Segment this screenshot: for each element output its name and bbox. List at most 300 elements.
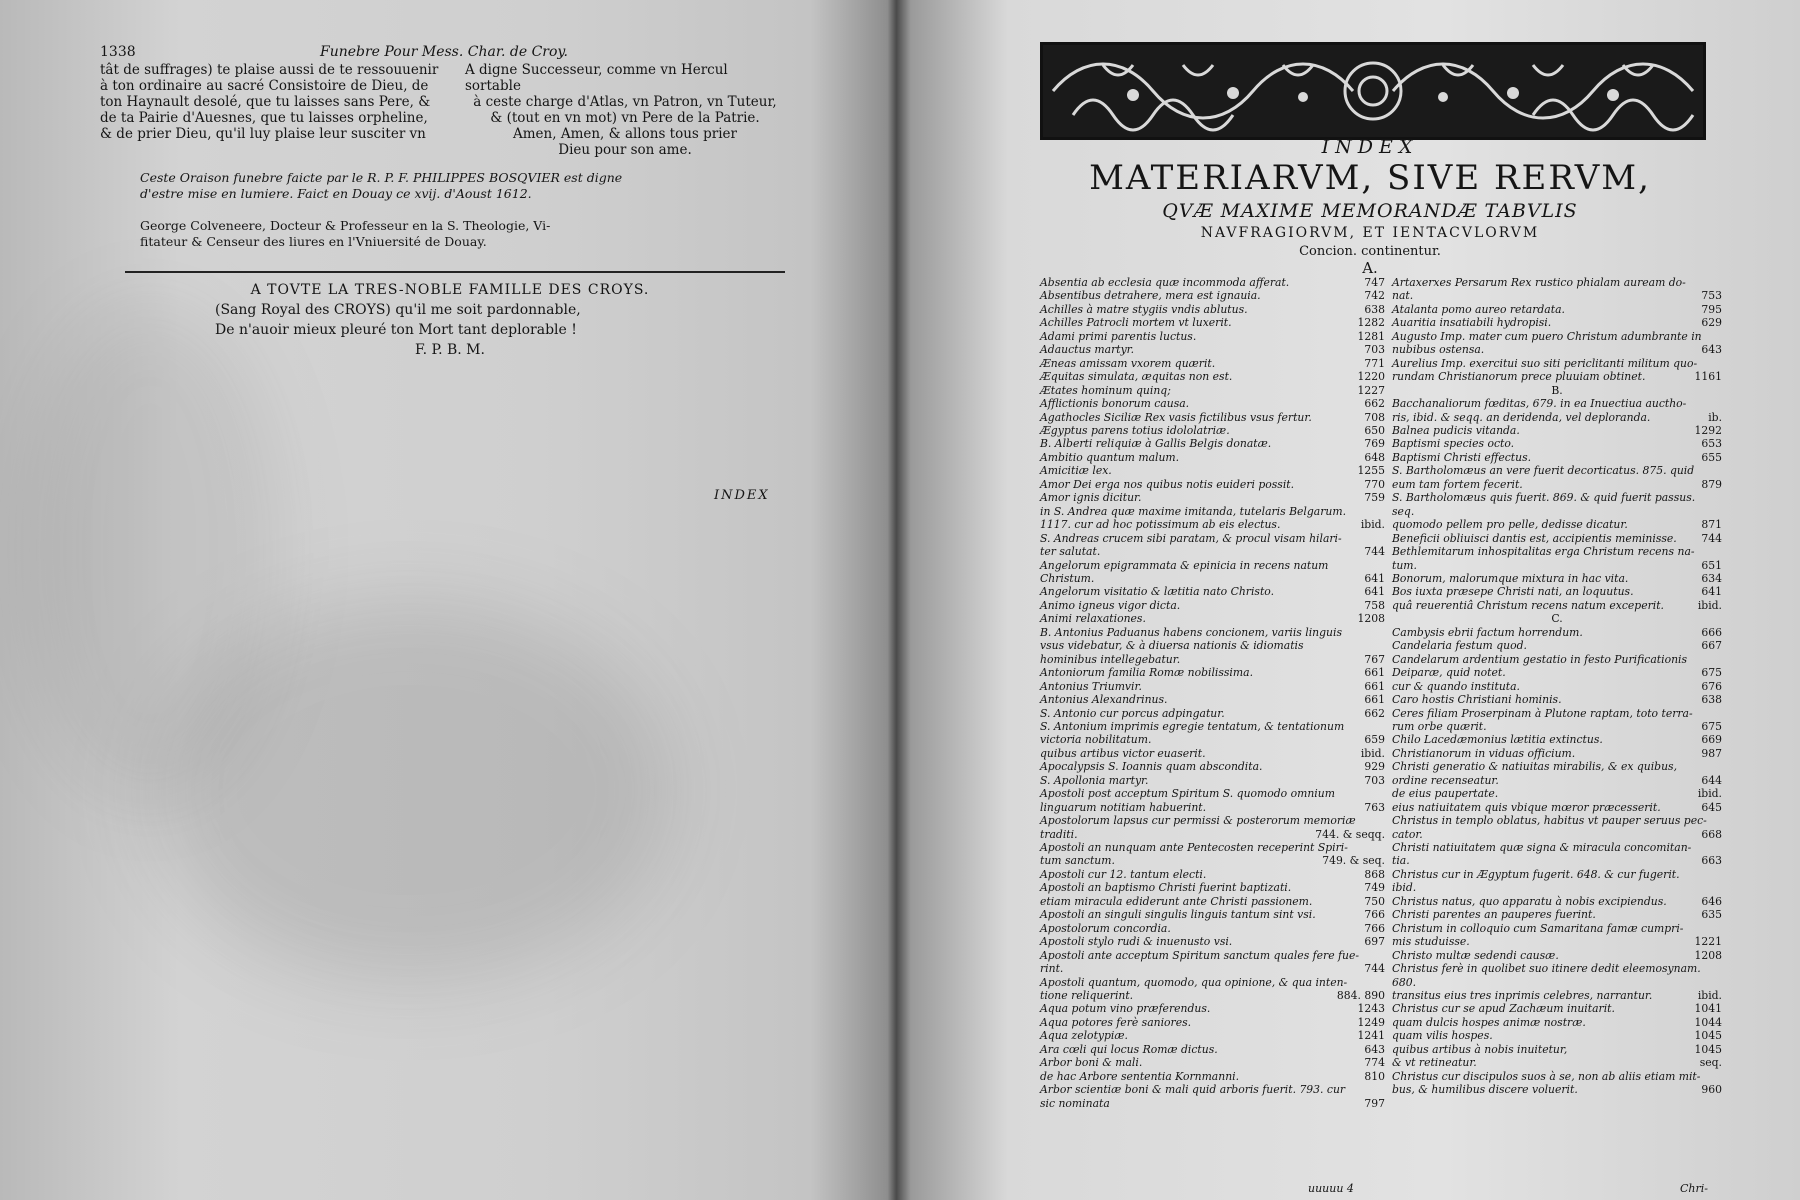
index-entry-page: 767 xyxy=(1364,652,1385,666)
index-entry-text: transitus eius tres inprimis celebres, narrantur. xyxy=(1392,989,1653,1003)
index-entry-page xyxy=(1718,976,1722,989)
index-entry-text: Bethlemitarum inhospitalitas erga Christum recens na- xyxy=(1392,545,1695,559)
index-entry-text: linguarum notitiam habuerint. xyxy=(1040,800,1207,814)
index-entry-text: Amor ignis dicitur. xyxy=(1040,491,1142,505)
index-entry-text: Augusto Imp. mater cum puero Christum adumbrante in xyxy=(1392,329,1702,343)
index-entry xyxy=(1040,720,1385,733)
index-entry-page: 884. 890 xyxy=(1336,989,1385,1003)
index-entry-page: 659 xyxy=(1364,733,1385,747)
censor-signature xyxy=(140,218,780,250)
index-entry-page: 1255 xyxy=(1357,464,1385,478)
index-entry-text: Christus cur in Ægyptum fugerit. 648. & cur fugerit. xyxy=(1392,867,1680,881)
index-entry xyxy=(1392,518,1722,531)
index-entry xyxy=(1040,626,1385,639)
index-entry xyxy=(1040,895,1385,908)
index-entry-page xyxy=(1718,922,1722,935)
index-entry-text: Absentia ab ecclesia quæ incommoda afferat. xyxy=(1040,276,1290,289)
text-line: & de prier Dieu, qu'il luy plaise leur susciter vn xyxy=(100,126,426,142)
index-entry xyxy=(1392,397,1722,410)
index-entry-text: Candelarum ardentium gestatio in festo Purificationis xyxy=(1392,652,1688,666)
index-entry-page: 1249 xyxy=(1357,1015,1385,1029)
index-entry xyxy=(1392,666,1722,679)
index-entry-page: 703 xyxy=(1364,773,1385,787)
text-line: A digne Successeur, comme vn Hercul sortable xyxy=(465,62,728,94)
index-entry xyxy=(1040,1056,1385,1069)
index-entry-text: rint. xyxy=(1040,962,1064,976)
index-entry-page: 744 xyxy=(1364,545,1385,559)
index-entry-text: Chilo Lacedæmonius lætitia extinctus. xyxy=(1392,733,1603,747)
index-entry xyxy=(1392,935,1722,948)
index-entry-text: Artaxerxes Persarum Rex rustico phialam auream do- xyxy=(1392,276,1686,289)
index-entry xyxy=(1040,841,1385,854)
index-entry-text: Cambysis ebrii factum horrendum. xyxy=(1392,625,1583,639)
index-entry-text: Apostoli stylo rudi & inuenusto vsi. xyxy=(1040,935,1233,949)
index-entry-text: Æquitas simulata, æquitas non est. xyxy=(1040,370,1233,384)
index-entry-page xyxy=(1718,357,1722,370)
index-entry-page: 763 xyxy=(1364,800,1385,814)
index-entry xyxy=(1040,424,1385,437)
index-entry-text: rum orbe quærit. xyxy=(1392,719,1487,733)
index-entry-text: ordine recenseatur. xyxy=(1392,773,1499,787)
index-entry-text: Deiparæ, quid notet. xyxy=(1392,666,1506,680)
index-entry xyxy=(1040,545,1385,558)
index-entry-text: victoria nobilitatum. xyxy=(1040,733,1152,747)
index-entry-page: 1243 xyxy=(1357,1002,1385,1016)
index-entry xyxy=(1392,411,1722,424)
index-entry xyxy=(1392,693,1722,706)
index-entry-text: Apocalypsis S. Ioannis quam abscondita. xyxy=(1040,760,1263,774)
index-entry-text: de eius paupertate. xyxy=(1392,787,1499,801)
index-entry-page xyxy=(1381,532,1385,545)
index-entry-page xyxy=(1718,464,1722,477)
index-entry-text: de hac Arbore sententia Kornmanni. xyxy=(1040,1069,1240,1083)
index-subtitle: QVÆ MAXIME MEMORANDÆ TABVLIS xyxy=(1162,200,1578,222)
index-entry-text: Christus ferè in quolibet suo itinere dedit eleemosynam. xyxy=(1392,962,1701,976)
ornamental-headpiece xyxy=(1040,42,1706,140)
index-entry-page: 1208 xyxy=(1694,948,1722,962)
index-entry xyxy=(1392,868,1722,881)
index-entry xyxy=(1392,626,1722,639)
index-entry-text: Christum in colloquio cum Samaritana famæ cumpri- xyxy=(1392,921,1684,935)
index-entry-text: Christus cur se apud Zachæum inuitarit. xyxy=(1392,1002,1615,1016)
index-entry-page: 638 xyxy=(1364,302,1385,316)
index-entry xyxy=(1040,976,1385,989)
index-entry-page: 643 xyxy=(1364,1042,1385,1056)
index-entry xyxy=(1040,666,1385,679)
index-entry-text: Antoniorum familia Romæ nobilissima. xyxy=(1040,666,1253,680)
index-entry-page: ibid. xyxy=(1697,787,1722,801)
index-entry-text: Bos iuxta præsepe Christi nati, an loquutus. xyxy=(1392,585,1634,599)
index-entry-text: Aqua potores ferè saniores. xyxy=(1040,1015,1192,1029)
index-entry-page xyxy=(1718,814,1722,827)
index-entry-text: Christus in templo oblatus, habitus vt pauper seruus pec- xyxy=(1392,814,1707,828)
index-entry-page: 749 xyxy=(1364,881,1385,895)
section-letter: B. xyxy=(1551,383,1563,397)
index-entry-page xyxy=(1718,962,1722,975)
index-entry xyxy=(1392,437,1722,450)
index-entry-page: ibid. xyxy=(1360,518,1385,532)
index-entry xyxy=(1392,841,1722,854)
index-entry xyxy=(1392,949,1722,962)
index-entry-text: Christianorum in viduas officium. xyxy=(1392,746,1576,760)
index-entry xyxy=(1040,289,1385,302)
index-entry xyxy=(1040,437,1385,450)
index-entry-page: 666 xyxy=(1701,625,1722,639)
index-subtitle-3: Concion. continentur. xyxy=(1299,244,1441,259)
index-entry-page xyxy=(1718,330,1722,343)
index-entry xyxy=(1040,922,1385,935)
catchword: INDEX xyxy=(714,488,770,503)
index-entry-page: 703 xyxy=(1364,343,1385,357)
index-entry xyxy=(1040,707,1385,720)
index-entry xyxy=(1392,1002,1722,1015)
index-entry-text: Adauctus martyr. xyxy=(1040,343,1135,357)
index-entry xyxy=(1040,585,1385,598)
index-entry-text: bus, & humilibus discere voluerit. xyxy=(1392,1083,1578,1097)
index-entry-text: Christi generatio & natiuitas mirabilis, & ex quibus, xyxy=(1392,760,1678,774)
index-entry xyxy=(1040,747,1385,760)
running-title: Funebre Pour Mess. Char. de Croy. xyxy=(320,44,568,60)
index-entry xyxy=(1392,451,1722,464)
index-entry-page: 663 xyxy=(1701,854,1722,868)
index-entry-page xyxy=(1381,505,1385,518)
index-entry-page xyxy=(1381,814,1385,827)
index-entry-page: 1045 xyxy=(1694,1029,1722,1043)
index-entry xyxy=(1392,828,1722,841)
index-entry xyxy=(1392,1070,1722,1083)
index-entry-text: Absentibus detrahere, mera est ignauia. xyxy=(1040,289,1261,303)
index-entry xyxy=(1040,518,1385,531)
text-line: de ta Pairie d'Auesnes, que tu laisses orpheline, xyxy=(100,110,428,126)
index-entry xyxy=(1040,1016,1385,1029)
index-entry-page: 1208 xyxy=(1357,612,1385,626)
index-entry-text: Angelorum epigrammata & epinicia in recens natum xyxy=(1040,558,1329,572)
index-entry-page: 750 xyxy=(1364,894,1385,908)
index-entry-text: Aqua zelotypiæ. xyxy=(1040,1029,1128,1043)
index-entry-text: Christi parentes an pauperes fuerint. xyxy=(1392,908,1596,922)
left-page xyxy=(0,0,890,1200)
index-entry xyxy=(1392,908,1722,921)
index-entry xyxy=(1392,922,1722,935)
index-entry xyxy=(1392,639,1722,652)
section-letter: A. xyxy=(1362,259,1378,277)
index-entry-page: 646 xyxy=(1701,894,1722,908)
index-entry-text: B. Alberti reliquiæ à Gallis Belgis donatæ. xyxy=(1040,437,1272,451)
index-entry-page: 742 xyxy=(1364,289,1385,303)
index-entry-text: quibus artibus à nobis inuitetur, xyxy=(1392,1042,1568,1056)
index-entry-page: 810 xyxy=(1364,1069,1385,1083)
index-entry xyxy=(1392,895,1722,908)
index-entry-text: hominibus intellegebatur. xyxy=(1040,652,1181,666)
index-entry-page xyxy=(1381,626,1385,639)
index-entry-text: in S. Andrea quæ maxime imitanda, tutelaris Belgarum. xyxy=(1040,504,1347,518)
index-entry-text: Christum. xyxy=(1040,571,1095,585)
signature-mark: uuuuu 4 xyxy=(1308,1182,1354,1195)
index-entry-page: 638 xyxy=(1701,693,1722,707)
index-column-left xyxy=(1040,276,1385,1110)
index-entry-page: 758 xyxy=(1364,598,1385,612)
index-entry-text: quam dulcis hospes animæ nostræ. xyxy=(1392,1015,1586,1029)
index-entry-page: 771 xyxy=(1364,356,1385,370)
index-entry xyxy=(1392,976,1722,989)
index-entry-text: Afflictionis bonorum causa. xyxy=(1040,397,1190,411)
index-entry-text: Ara cœli qui locus Romæ dictus. xyxy=(1040,1042,1218,1056)
index-entry xyxy=(1392,276,1722,289)
index-entry-text: Christus natus, quo apparatu à nobis excipiendus. xyxy=(1392,894,1667,908)
index-entry xyxy=(1040,908,1385,921)
index-entry xyxy=(1392,316,1722,329)
index-entry-page xyxy=(1718,881,1722,894)
index-entry xyxy=(1040,397,1385,410)
text-line: Dieu pour son ame. xyxy=(558,142,692,158)
index-entry xyxy=(1040,989,1385,1002)
index-entry-page: 749. & seq. xyxy=(1322,854,1385,868)
index-entry-page: 1161 xyxy=(1694,370,1722,384)
index-entry-page: 987 xyxy=(1701,746,1722,760)
index-entry-page: 653 xyxy=(1701,437,1722,451)
index-entry xyxy=(1040,828,1385,841)
index-entry-text: cator. xyxy=(1392,827,1423,841)
index-entry-text: Amicitiæ lex. xyxy=(1040,464,1112,478)
index-entry-text: nubibus ostensa. xyxy=(1392,343,1485,357)
index-entry-text: Apostoli post acceptum Spiritum S. quomodo omnium xyxy=(1040,787,1335,801)
index-entry-text: quomodo pellem pro pelle, dedisse dicatur. xyxy=(1392,518,1628,532)
text-line: & (tout en vn mot) vn Pere de la Patrie. xyxy=(490,110,760,126)
index-entry-text: quam vilis hospes. xyxy=(1392,1029,1493,1043)
divider-rule xyxy=(125,271,785,273)
index-entry xyxy=(1392,881,1722,894)
text-line: ton Haynault desolé, que tu laisses sans Pere, & xyxy=(100,94,431,110)
index-entry-text: Balnea pudicis vitanda. xyxy=(1392,423,1520,437)
index-entry xyxy=(1392,1016,1722,1029)
index-entry-text: S. Bartholomæus an vere fuerit decorticatus. 875. quid xyxy=(1392,464,1695,478)
index-entry xyxy=(1392,653,1722,666)
index-entry xyxy=(1040,303,1385,316)
index-entry xyxy=(1392,491,1722,504)
note-line: Ceste Oraison funebre faicte par le R. P. F. PHILIPPES BOSQVIER est digne xyxy=(140,170,623,185)
index-subtitle-2: NAVFRAGIORVM, ET IENTACVLORVM xyxy=(1200,225,1540,241)
index-entry-page: 651 xyxy=(1701,558,1722,572)
dedication-line: De n'auoir mieux pleuré ton Mort tant deplorable ! xyxy=(215,322,577,338)
index-entry-page: 797 xyxy=(1364,1096,1385,1110)
index-entry-page xyxy=(1718,397,1722,410)
index-entry xyxy=(1040,1043,1385,1056)
index-entry-page xyxy=(1718,276,1722,289)
dedication-line: (Sang Royal des CROYS) qu'il me soit pardonnable, xyxy=(215,302,581,318)
index-entry-page: 766 xyxy=(1364,908,1385,922)
index-entry-page xyxy=(1718,1070,1722,1083)
index-entry xyxy=(1392,303,1722,316)
index-entry-text: Aqua potum vino præferendus. xyxy=(1040,1002,1211,1016)
text-line: à ton ordinaire au sacré Consistoire de Dieu, de xyxy=(100,78,429,94)
index-entry-text: Amor Dei erga nos quibus notis euideri possit. xyxy=(1040,477,1295,491)
index-entry-text: Bacchanaliorum fœditas, 679. in ea Inuectiua auctho- xyxy=(1392,397,1687,411)
index-entry-text: etiam miracula ediderunt ante Christi passionem. xyxy=(1040,894,1313,908)
index-entry-page: 1292 xyxy=(1694,423,1722,437)
text-line: à ceste charge d'Atlas, vn Patron, vn Tuteur, xyxy=(473,94,777,110)
index-entry xyxy=(1392,801,1722,814)
index-entry-text: Atalanta pomo aureo retardata. xyxy=(1392,302,1565,316)
index-entry-page: 1045 xyxy=(1694,1042,1722,1056)
index-entry-page: 1220 xyxy=(1357,370,1385,384)
index-entry-text: Auaritia insatiabili hydropisi. xyxy=(1392,316,1552,330)
index-entry-page xyxy=(1381,639,1385,652)
index-entry-page: 1241 xyxy=(1357,1029,1385,1043)
index-entry-text: Animi relaxationes. xyxy=(1040,612,1146,626)
index-entry xyxy=(1392,1056,1722,1069)
index-entry-text: Antonius Triumvir. xyxy=(1040,679,1142,693)
index-entry-text: ter salutat. xyxy=(1040,545,1101,559)
dedication xyxy=(140,280,760,360)
index-entry xyxy=(1392,424,1722,437)
index-entry-page: 667 xyxy=(1701,639,1722,653)
index-entry xyxy=(1392,585,1722,598)
index-entry xyxy=(1040,572,1385,585)
index-entry xyxy=(1040,612,1385,625)
index-entry-text: Achilles à matre stygiis vndis ablutus. xyxy=(1040,302,1248,316)
dedication-title: A TOVTE LA TRES-NOBLE FAMILLE DES CROYS. xyxy=(250,282,650,298)
index-entry-text: quibus artibus victor euaserit. xyxy=(1040,746,1206,760)
index-entry-page: 744 xyxy=(1701,531,1722,545)
index-entry-page: 871 xyxy=(1701,518,1722,532)
index-entry xyxy=(1040,639,1385,652)
index-entry xyxy=(1392,747,1722,760)
index-entry-text: Caro hostis Christiani hominis. xyxy=(1392,693,1562,707)
index-entry-text: Baptismi Christi effectus. xyxy=(1392,450,1532,464)
index-entry xyxy=(1040,276,1385,289)
index-entry xyxy=(1040,787,1385,800)
index-entry xyxy=(1392,505,1722,518)
index-entry-page xyxy=(1381,720,1385,733)
index-entry xyxy=(1392,464,1722,477)
index-entry xyxy=(1040,411,1385,424)
index-entry-page: 1044 xyxy=(1694,1015,1722,1029)
index-entry-page: ib. xyxy=(1708,410,1722,424)
index-entry xyxy=(1040,1083,1385,1096)
index-entry-page xyxy=(1718,841,1722,854)
index-entry xyxy=(1040,478,1385,491)
index-entry-page: 753 xyxy=(1701,289,1722,303)
index-entry-page: 766 xyxy=(1364,921,1385,935)
index-entry-text: S. Apollonia martyr. xyxy=(1040,773,1149,787)
index-entry-page: ibid. xyxy=(1697,598,1722,612)
index-entry-text: Apostolorum lapsus cur permissi & posterorum memoriæ xyxy=(1040,814,1356,828)
index-entry xyxy=(1040,357,1385,370)
index-entry-page xyxy=(1381,559,1385,572)
index-entry-text: sic nominata xyxy=(1040,1096,1110,1110)
index-entry xyxy=(1040,962,1385,975)
index-entry-page: 929 xyxy=(1364,760,1385,774)
index-entry xyxy=(1040,330,1385,343)
index-entry-text: eius natiuitatem quis vbique mœror præcesserit. xyxy=(1392,800,1661,814)
index-entry xyxy=(1392,680,1722,693)
index-entry-page xyxy=(1381,841,1385,854)
index-entry-page: 634 xyxy=(1701,571,1722,585)
index-entry xyxy=(1392,720,1722,733)
note-line: George Colveneere, Docteur & Professeur en la S. Theologie, Vi- xyxy=(140,218,551,233)
index-entry-page: 662 xyxy=(1364,706,1385,720)
index-entry-text: Baptismi species octo. xyxy=(1392,437,1515,451)
index-entry-text: Apostoli an singuli singulis linguis tantum sint vsi. xyxy=(1040,908,1316,922)
index-entry xyxy=(1392,478,1722,491)
index-entry-page xyxy=(1718,491,1722,504)
index-entry-page xyxy=(1381,976,1385,989)
index-heading: INDEX xyxy=(1321,136,1419,158)
index-entry-text: S. Antonio cur porcus adpingatur. xyxy=(1040,706,1225,720)
index-entry-page: 661 xyxy=(1364,693,1385,707)
index-entry xyxy=(1040,532,1385,545)
paper-stain xyxy=(20,300,280,800)
index-entry xyxy=(1392,962,1722,975)
index-entry xyxy=(1392,572,1722,585)
index-entry xyxy=(1040,760,1385,773)
index-entry-page: 668 xyxy=(1701,827,1722,841)
index-entry-text: Apostolorum concordia. xyxy=(1040,921,1171,935)
index-entry-text: Ambitio quantum malum. xyxy=(1040,450,1180,464)
index-entry-page: 1227 xyxy=(1357,383,1385,397)
index-entry xyxy=(1392,559,1722,572)
index-entry xyxy=(1392,854,1722,867)
index-entry-text: Aurelius Imp. exercitui suo siti periclitanti militum quo- xyxy=(1392,356,1698,370)
index-entry-text: Beneficii obliuisci dantis est, accipientis meminisse. xyxy=(1392,531,1677,545)
index-entry-page: 774 xyxy=(1364,1056,1385,1070)
index-entry-text: Apostoli ante acceptum Spiritum sanctum quales fere fue- xyxy=(1040,948,1360,962)
index-entry-text: eum tam fortem fecerit. xyxy=(1392,477,1523,491)
index-entry xyxy=(1040,1097,1385,1110)
index-entry xyxy=(1392,989,1722,1002)
index-entry-page: 759 xyxy=(1364,491,1385,505)
index-entry-page: seq. xyxy=(1699,1056,1722,1070)
index-entry-text: Adami primi parentis luctus. xyxy=(1040,329,1197,343)
index-entry xyxy=(1040,854,1385,867)
index-entry xyxy=(1040,1029,1385,1042)
index-entry xyxy=(1392,545,1722,558)
index-entry-page: 629 xyxy=(1701,316,1722,330)
index-entry xyxy=(1392,343,1722,356)
index-entry-page xyxy=(1381,787,1385,800)
index-entry xyxy=(1392,1083,1722,1096)
index-entry-page: 661 xyxy=(1364,666,1385,680)
index-entry-page: 655 xyxy=(1701,450,1722,464)
index-entry xyxy=(1392,330,1722,343)
index-entry-page: 644 xyxy=(1701,773,1722,787)
index-title: MATERIARVM, SIVE RERVM, xyxy=(1089,158,1651,198)
index-entry-page: 641 xyxy=(1701,585,1722,599)
index-entry-text: 1117. cur ad hoc potissimum ab eis electus. xyxy=(1040,518,1281,532)
index-entry-text: Ætates hominum quinq; xyxy=(1040,383,1171,397)
index-entry xyxy=(1040,505,1385,518)
index-entry-text: Apostoli an nunquam ante Pentecosten receperint Spiri- xyxy=(1040,841,1348,855)
index-entry xyxy=(1040,881,1385,894)
index-entry xyxy=(1040,868,1385,881)
index-entry xyxy=(1040,599,1385,612)
index-entry-page: 662 xyxy=(1364,397,1385,411)
index-entry-text: Angelorum visitatio & lætitia nato Christo. xyxy=(1040,585,1275,599)
text-line: Amen, Amen, & allons tous prier xyxy=(513,126,737,142)
index-entry-page: 769 xyxy=(1364,437,1385,451)
index-entry-page xyxy=(1718,505,1722,518)
index-entry-text: cur & quando instituta. xyxy=(1392,679,1520,693)
index-entry-page xyxy=(1718,868,1722,881)
index-entry xyxy=(1040,1002,1385,1015)
index-entry-page: 641 xyxy=(1364,571,1385,585)
index-entry-page: 650 xyxy=(1364,423,1385,437)
index-entry-page xyxy=(1381,949,1385,962)
index-entry-page: 770 xyxy=(1364,477,1385,491)
text-line: tât de suffrages) te plaise aussi de te ressouuenir xyxy=(100,62,439,78)
index-entry xyxy=(1040,935,1385,948)
index-entry-text: Achilles Patrocli mortem vt luxerit. xyxy=(1040,316,1232,330)
